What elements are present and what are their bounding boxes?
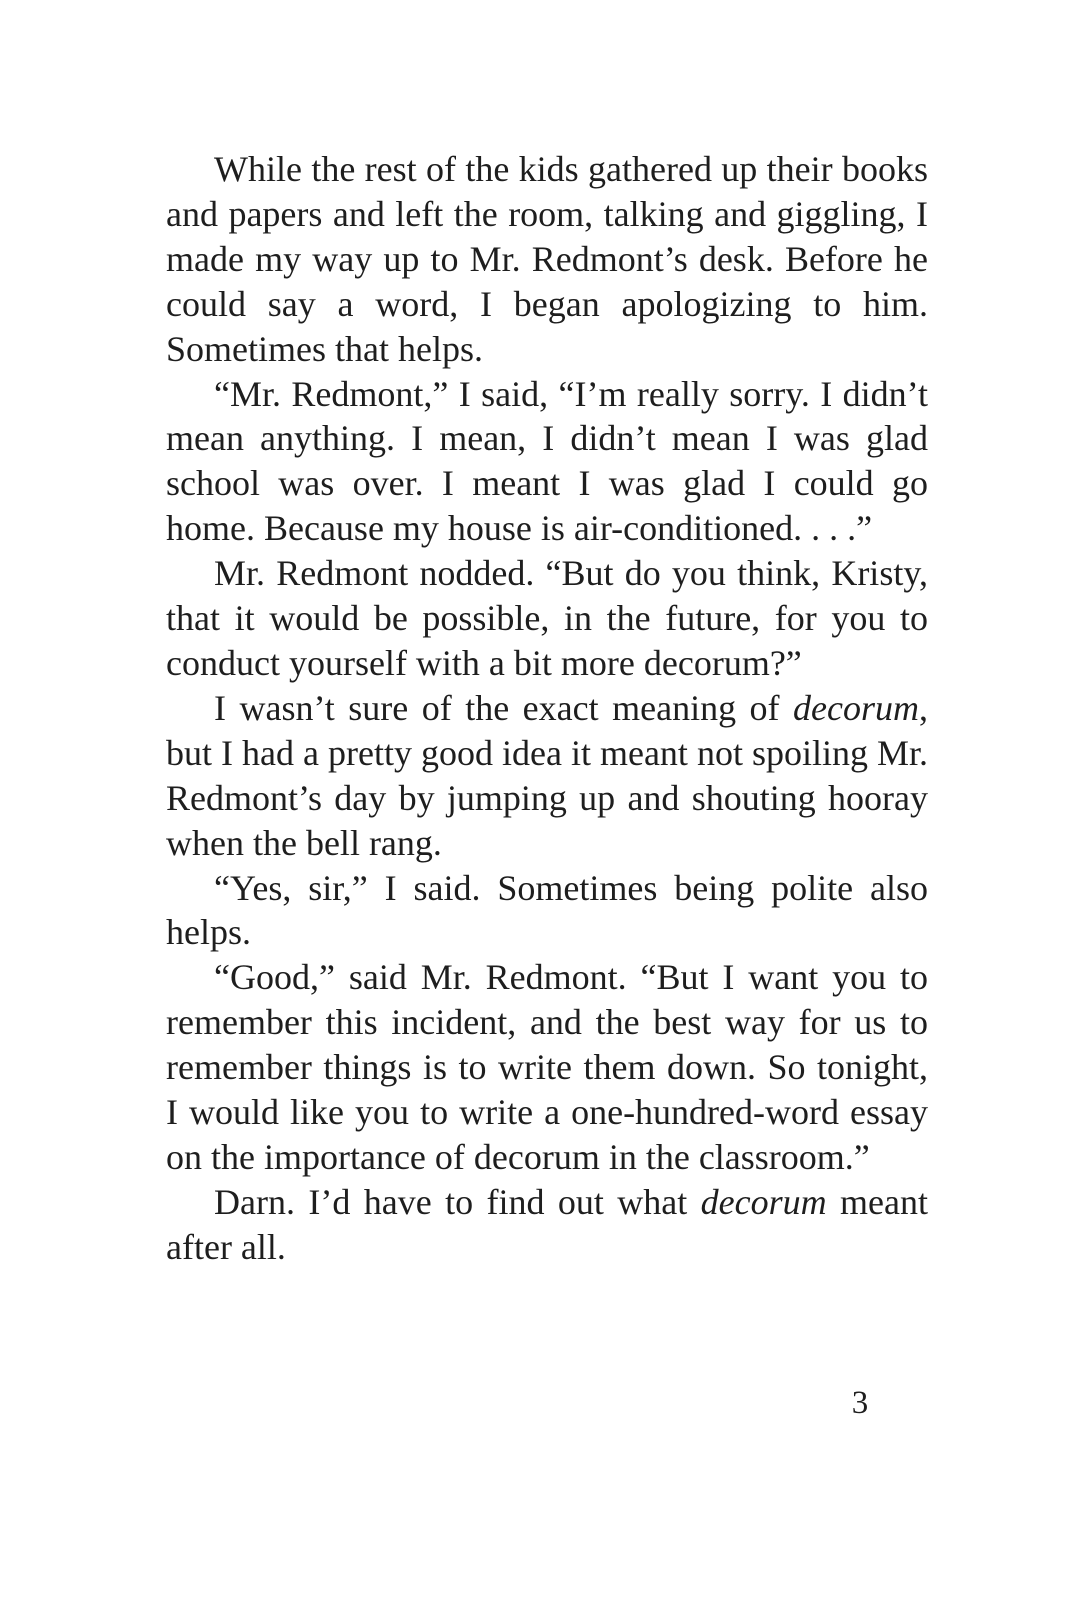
paragraph-text: “Mr. Redmont,” I said, “I’m really sorry. I didn’t mean anything. I mean, I didn’t mean I was glad school was over. I meant I was glad I could go home. Because my house is air-conditioned. . . .” — [166, 373, 928, 549]
italic-word: decorum — [793, 687, 919, 728]
body-text — [166, 147, 928, 1270]
paragraph-3 — [166, 551, 928, 686]
paragraph-text: “Yes, sir,” I said. Sometimes being polite also helps. — [166, 867, 928, 953]
paragraph-text: I wasn’t sure of the exact meaning of — [214, 687, 794, 728]
italic-word: decorum — [700, 1181, 827, 1222]
paragraph-7 — [166, 1180, 928, 1270]
paragraph-text: “Good,” said Mr. Redmont. “But I want you to remember this incident, and the best way for us to remember things is to write them down. So tonight, I would like you to write a one-hundred-word essay on the importance of decorum in the classroom.” — [166, 957, 928, 1177]
paragraph-text: , but I had a pretty good idea it meant not spoiling Mr. Redmont’s day by jumping up and shouting hooray when the bell rang. — [166, 687, 928, 863]
paragraph-text: meant after all. — [166, 1181, 928, 1267]
paragraph-6 — [166, 955, 928, 1180]
paragraph-5 — [166, 866, 928, 956]
paragraph-1 — [166, 147, 928, 372]
paragraph-text: Darn. I’d have to find out what — [214, 1181, 701, 1222]
page-number: 3 — [851, 1385, 869, 1421]
paragraph-text: Mr. Redmont nodded. “But do you think, Kristy, that it would be possible, in the future, for you to conduct yourself with a bit more decorum?” — [166, 553, 928, 683]
paragraph-text: While the rest of the kids gathered up their books and papers and left the room, talking and giggling, I made my way up to Mr. Redmont’s desk. Before he could say a word, I began apologizing to him. Sometimes that helps. — [166, 149, 928, 369]
paragraph-4 — [166, 686, 928, 866]
paragraph-2 — [166, 372, 928, 552]
